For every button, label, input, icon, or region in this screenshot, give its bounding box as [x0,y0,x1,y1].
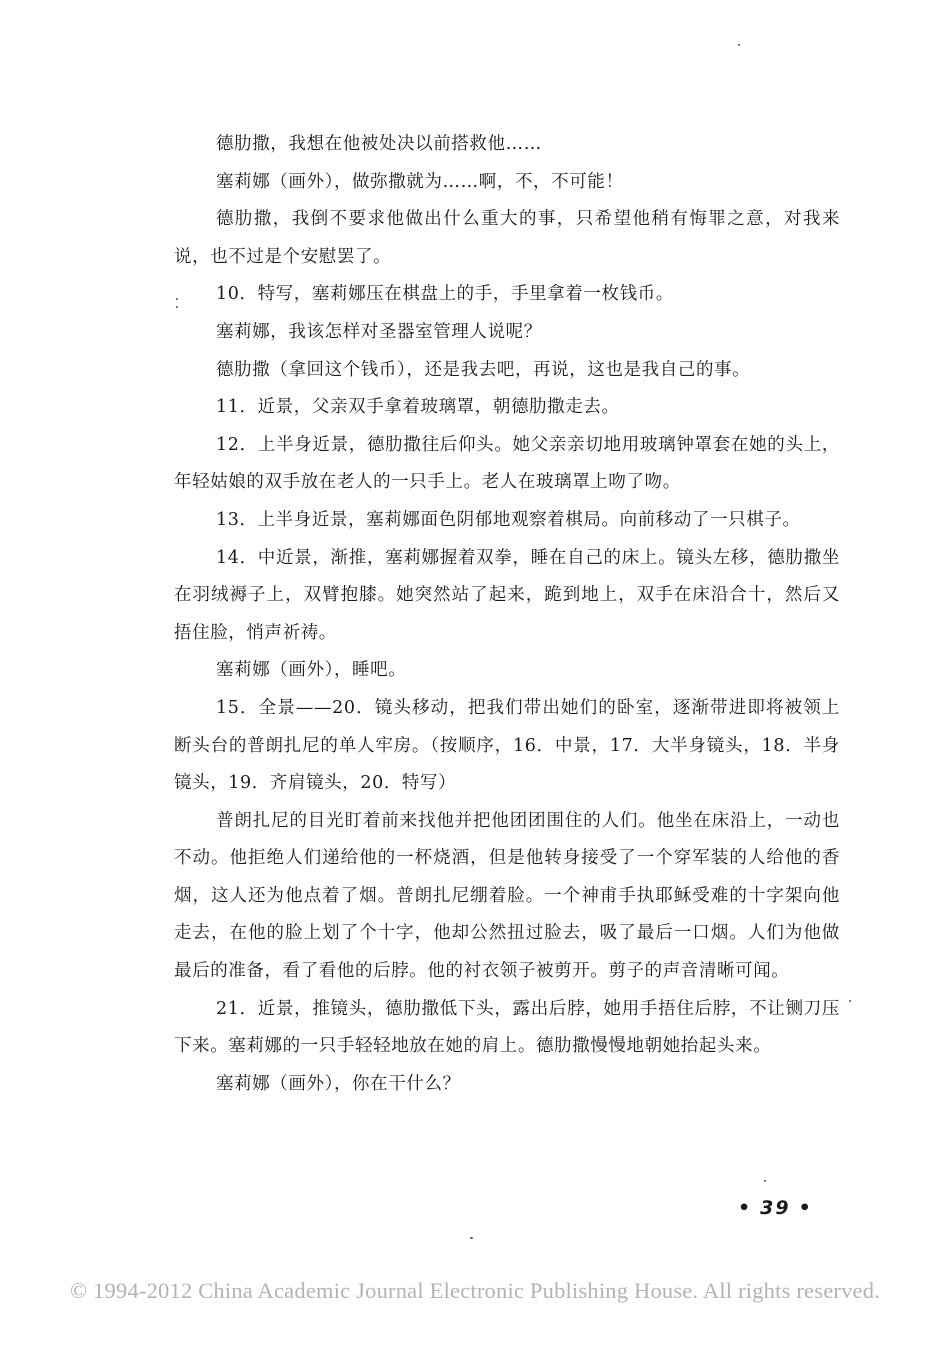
scan-speck [470,1237,473,1239]
scan-speck [176,298,178,300]
page-number-dot-right: • [798,1197,813,1219]
paragraph-3: 德肋撒，我倒不要求他做出什么重大的事，只希望他稍有悔罪之意，对我来说，也不过是个安慰罢了。 [174,209,840,267]
scan-speck [738,44,740,46]
page-number [730,1197,821,1219]
paragraph-14: 21．近景，推镜头，德肋撒低下头，露出后脖，她用手捂住后脖，不让铡刀压下来。塞莉娜的一只手轻轻地放在她的肩上。德肋撒慢慢地朝她抬起头来。 [174,998,840,1057]
paragraph-6: 德肋撒（拿回这个钱币），还是我去吧，再说，这也是我自己的事。 [216,359,751,380]
body-text [174,126,840,1103]
paragraph-5: 塞莉娜，我该怎样对圣器室管理人说呢？ [216,321,542,342]
scan-speck [764,1180,766,1182]
paragraph-7: 11．近景，父亲双手拿着玻璃罩，朝德肋撒走去。 [216,397,620,418]
paragraph-1: 德肋撒，我想在他被处决以前搭救他…… [216,134,542,154]
copyright-notice: © 1994-2012 China Academic Journal Electronic Publishing House. All rights reserved. [69,1278,880,1303]
paragraph-15: 塞莉娜（画外），你在干什么？ [216,1073,461,1094]
paragraph-9: 13．上半身近景，塞莉娜面色阴郁地观察着棋局。向前移动了一只棋子。 [216,509,801,530]
page-number-value: 39 [760,1197,791,1219]
paragraph-13: 普朗扎尼的目光盯着前来找他并把他团团围住的人们。他坐在床沿上，一动也不动。他拒绝人们递给他的一杯烧酒，但是他转身接受了一个穿军装的人给他的香烟，这人还为他点着了烟。普朗扎尼绷着脸。一个神甫手执耶稣受难的十字架向他走去，在他的脸上划了个十字，他却公然扭过脸去，吸了最后一口烟。人们为他做最后的准备，看了看他的后脖。他的衬衣领子被剪开。剪子的声音清晰可闻。 [174,810,840,982]
page-number-dot-left: • [738,1197,753,1219]
scan-speck [849,1000,851,1002]
paragraph-4: 10．特写，塞莉娜压在棋盘上的手，手里拿着一枚钱币。 [216,284,674,305]
scan-speck [176,306,178,308]
paragraph-8: 12．上半身近景，德肋撒往后仰头。她父亲亲切地用玻璃钟罩套在她的头上，年轻姑娘的双手放在老人的一只手上。老人在玻璃罩上吻了吻。 [174,434,840,493]
paragraph-10: 14．中近景，渐推，塞莉娜握着双拳，睡在自己的床上。镜头左移，德肋撒坐在羽绒褥子上，双臂抱膝。她突然站了起来，跪到地上，双手在床沿合十，然后又捂住脸，悄声祈祷。 [174,547,840,643]
paragraph-12: 15．全景——20．镜头移动，把我们带出她们的卧室，逐渐带进即将被领上断头台的普朗扎尼的单人牢房。（按顺序，16．中景，17．大半身镜头，18．半身镜头，19．齐肩镜头，20．特写） [174,697,840,794]
paragraph-2: 塞莉娜（画外），做弥撒就为……啊，不，不可能！ [216,171,624,192]
paragraph-11: 塞莉娜（画外），睡吧。 [216,660,407,681]
